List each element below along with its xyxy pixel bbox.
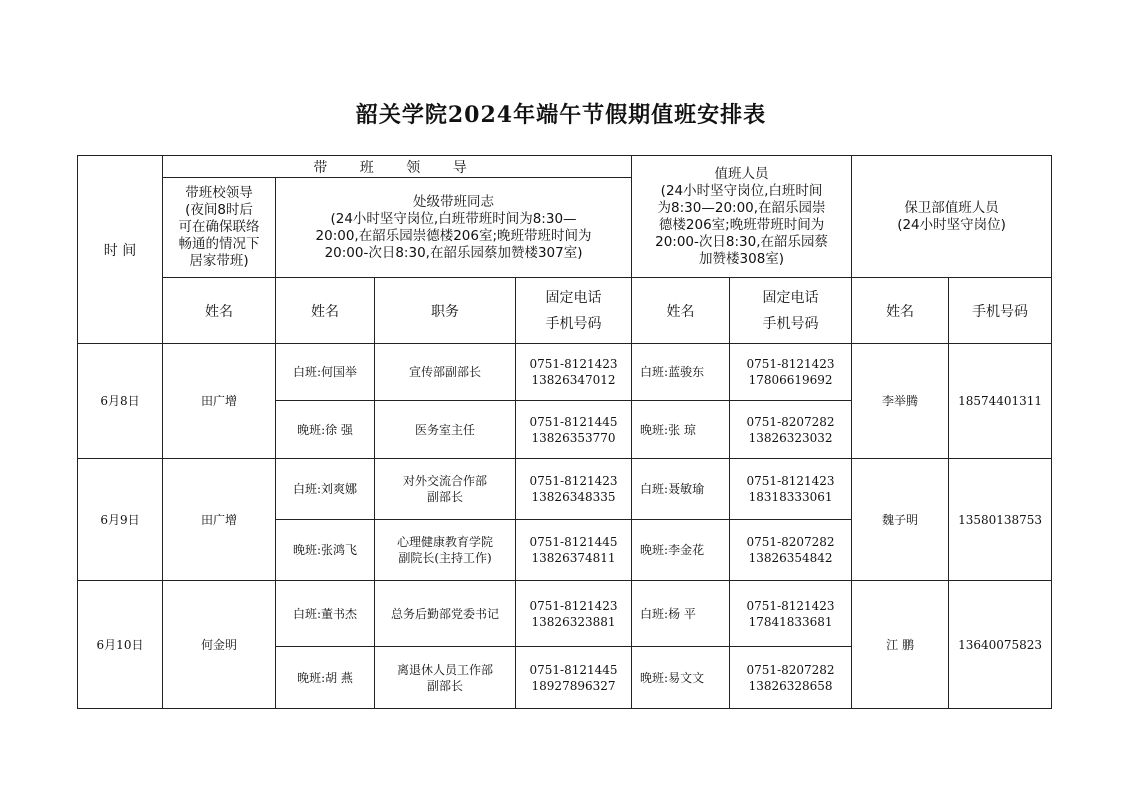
division-leader-header: 处级带班同志 (24小时坚守岗位,白班带班时间为8:30— 20:00,在韶乐园崇德楼206室;晚班带班时间为 20:00-次日8:30,在韶乐园蔡加赞楼307室) bbox=[276, 178, 632, 278]
division-leader-cell: 白班:何国举 bbox=[276, 344, 375, 401]
col-header-mobile: 手机号码 bbox=[949, 278, 1052, 344]
date-cell: 6月10日 bbox=[78, 581, 163, 709]
security-name-cell: 江 鹏 bbox=[852, 581, 949, 709]
leader-phone-cell: 0751-8121423 13826323881 bbox=[516, 581, 632, 647]
page-title: 韶关学院2024年端午节假期值班安排表 bbox=[355, 102, 767, 128]
division-leader-cell: 白班:董书杰 bbox=[276, 581, 375, 647]
header-row-3 bbox=[78, 278, 1052, 344]
table-row bbox=[78, 459, 1052, 520]
leader-phone-cell: 0751-8121445 18927896327 bbox=[516, 647, 632, 709]
leader-phone-cell: 0751-8121423 13826348335 bbox=[516, 459, 632, 520]
position-cell: 总务后勤部党委书记 bbox=[375, 581, 516, 647]
duty-staff-cell: 白班:杨 平 bbox=[632, 581, 730, 647]
duty-staff-header: 值班人员 (24小时坚守岗位,白班时间 为8:30—20:00,在韶乐园崇 德楼206室;晚班带班时间为 20:00-次日8:30,在韶乐园蔡 加赞楼308室) bbox=[632, 156, 852, 278]
duty-staff-cell: 晚班:易文文 bbox=[632, 647, 730, 709]
school-leader-cell: 田广增 bbox=[163, 459, 276, 581]
security-phone-cell: 13640075823 bbox=[949, 581, 1052, 709]
school-leader-header: 带班校领导 (夜间8时后 可在确保联络 畅通的情况下 居家带班) bbox=[163, 178, 276, 278]
division-leader-cell: 晚班:徐 强 bbox=[276, 401, 375, 459]
header-row-1 bbox=[78, 156, 1052, 178]
position-cell: 宣传部副部长 bbox=[375, 344, 516, 401]
time-header: 时 间 bbox=[78, 156, 163, 344]
position-cell: 离退休人员工作部 副部长 bbox=[375, 647, 516, 709]
table-row bbox=[78, 344, 1052, 401]
col-header-name: 姓名 bbox=[163, 278, 276, 344]
division-leader-cell: 晚班:胡 燕 bbox=[276, 647, 375, 709]
position-cell: 对外交流合作部 副部长 bbox=[375, 459, 516, 520]
col-header-name: 姓名 bbox=[852, 278, 949, 344]
security-phone-cell: 13580138753 bbox=[949, 459, 1052, 581]
leader-phone-cell: 0751-8121445 13826374811 bbox=[516, 520, 632, 581]
duty-staff-cell: 晚班:李金花 bbox=[632, 520, 730, 581]
col-header-name: 姓名 bbox=[276, 278, 375, 344]
col-header-position: 职务 bbox=[375, 278, 516, 344]
security-phone-cell: 18574401311 bbox=[949, 344, 1052, 459]
date-cell: 6月8日 bbox=[78, 344, 163, 459]
duty-staff-cell: 白班:蓝骏东 bbox=[632, 344, 730, 401]
leader-phone-cell: 0751-8121445 13826353770 bbox=[516, 401, 632, 459]
staff-phone-cell: 0751-8121423 17806619692 bbox=[730, 344, 852, 401]
staff-phone-cell: 0751-8121423 18318333061 bbox=[730, 459, 852, 520]
security-name-cell: 魏子明 bbox=[852, 459, 949, 581]
division-leader-cell: 白班:刘爽娜 bbox=[276, 459, 375, 520]
duty-staff-cell: 白班:聂敏瑜 bbox=[632, 459, 730, 520]
school-leader-cell: 田广增 bbox=[163, 344, 276, 459]
security-name-cell: 李举腾 bbox=[852, 344, 949, 459]
security-header: 保卫部值班人员 (24小时坚守岗位) bbox=[852, 156, 1052, 278]
table-row bbox=[78, 581, 1052, 647]
staff-phone-cell: 0751-8207282 13826323032 bbox=[730, 401, 852, 459]
duty-schedule-table bbox=[77, 155, 1052, 709]
position-cell: 心理健康教育学院 副院长(主持工作) bbox=[375, 520, 516, 581]
staff-phone-cell: 0751-8121423 17841833681 bbox=[730, 581, 852, 647]
school-leader-cell: 何金明 bbox=[163, 581, 276, 709]
leaders-group-header: 带 班 领 导 bbox=[163, 156, 632, 178]
leader-phone-cell: 0751-8121423 13826347012 bbox=[516, 344, 632, 401]
staff-phone-cell: 0751-8207282 13826354842 bbox=[730, 520, 852, 581]
position-cell: 医务室主任 bbox=[375, 401, 516, 459]
date-cell: 6月9日 bbox=[78, 459, 163, 581]
col-header-name: 姓名 bbox=[632, 278, 730, 344]
duty-staff-cell: 晚班:张 琼 bbox=[632, 401, 730, 459]
col-header-phone: 固定电话 手机号码 bbox=[516, 278, 632, 344]
col-header-phone: 固定电话 手机号码 bbox=[730, 278, 852, 344]
division-leader-cell: 晚班:张鸿飞 bbox=[276, 520, 375, 581]
staff-phone-cell: 0751-8207282 13826328658 bbox=[730, 647, 852, 709]
